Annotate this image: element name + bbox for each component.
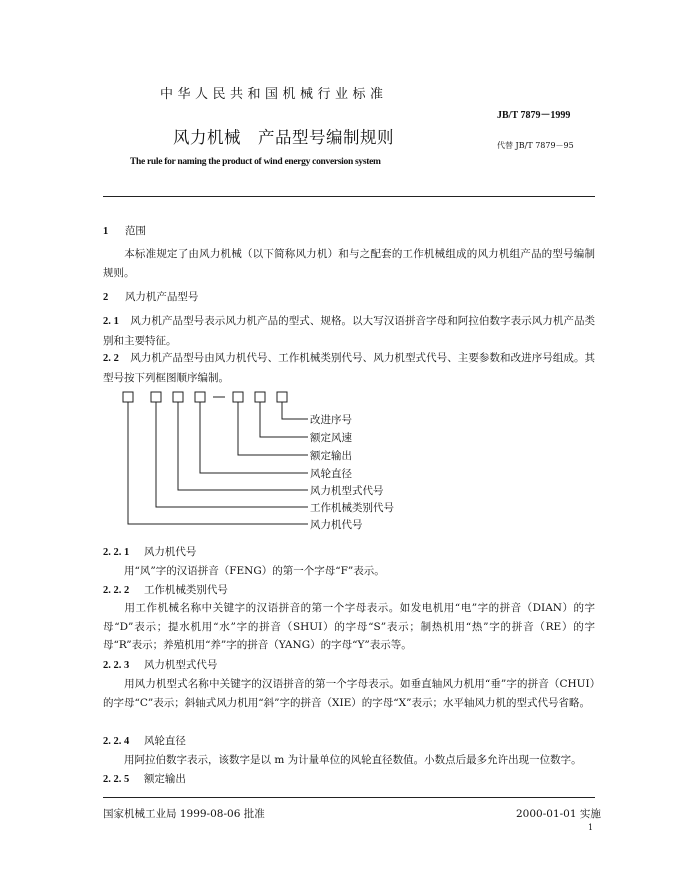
section-2-2-2-number: 2. 2. 2 xyxy=(103,585,130,596)
label-work-machine-code: 工作机械类别代号 xyxy=(310,502,394,514)
implementation-date: 2000-01-01 实施 xyxy=(516,808,601,820)
section-2-2-3-number: 2. 2. 3 xyxy=(103,660,130,671)
section-2-2-3-paragraph xyxy=(103,675,595,712)
section-2-2-4-text: 用阿拉伯数字表示，该数字是以 m 为计量单位的风轮直径数值。小数点后最多允许出现一位数字。 xyxy=(124,754,582,766)
section-1-title: 范围 xyxy=(124,225,146,237)
section-2-heading xyxy=(103,288,198,307)
section-2-1-text: 风力机产品型号表示风力机产品的型式、规格。以大写汉语拼音字母和阿拉伯数字表示风力机产品类别和主要特征。 xyxy=(103,315,596,347)
section-2-2-2-heading xyxy=(103,581,228,600)
section-2-2-1-text: 用“风”字的汉语拼音（FENG）的第一个字母“F”表示。 xyxy=(124,565,385,577)
leader-rated-output xyxy=(238,402,308,455)
page-number: 1 xyxy=(588,823,594,832)
label-rated-output: 额定输出 xyxy=(310,450,352,462)
section-2-2-4-heading xyxy=(103,732,186,751)
section-2-2-paragraph xyxy=(103,349,595,387)
section-2-2-2-title: 工作机械类别代号 xyxy=(143,584,228,596)
header-divider xyxy=(103,196,595,197)
section-2-2-2-text: 用工作机械名称中关键字的汉语拼音的第一个字母表示。如发电机用“电”字的拼音（DIAN）的字母“D”表示；提水机用“水”字的拼音（SHUI）的字母“S”表示；制热机用“热”字的拼音（RE）的字母“R”表示；养殖机用“养”字的拼音（YANG）的字母“Y”表示等。 xyxy=(103,602,595,651)
label-wind-turbine-code: 风力机代号 xyxy=(310,519,363,531)
document-title-en: The rule for naming the product of wind energy conversion system xyxy=(130,157,381,167)
label-improvement-number: 改进序号 xyxy=(310,414,352,426)
section-2-2-3-heading xyxy=(103,656,217,675)
section-1-paragraph xyxy=(103,245,595,282)
label-turbine-type-code: 风力机型式代号 xyxy=(310,485,384,497)
code-box-7 xyxy=(277,392,287,402)
section-1-text: 本标准规定了由风力机械（以下简称风力机）和与之配套的工作机械组成的风力机组产品的型号编制规则。 xyxy=(103,248,595,279)
section-1-heading xyxy=(103,222,146,241)
section-2-2-1-heading xyxy=(103,543,196,562)
section-2-2-4-paragraph xyxy=(103,751,595,770)
section-2-2-1-paragraph xyxy=(103,562,595,581)
code-box-4 xyxy=(195,392,205,402)
leader-type-code xyxy=(178,402,308,490)
section-2-2-5-number: 2. 2. 5 xyxy=(103,774,130,785)
section-2-2-4-number: 2. 2. 4 xyxy=(103,736,130,747)
section-2-2-4-title: 风轮直径 xyxy=(143,735,186,747)
diagram-lines xyxy=(115,387,315,532)
section-2-2-1-title: 风力机代号 xyxy=(143,546,197,558)
document-title-cn: 风力机械 产品型号编制规则 xyxy=(173,128,394,147)
section-2-2-3-text: 用风力机型式名称中关键字的汉语拼音的第一个字母表示。如垂直轴风力机用“垂”字的拼音（CHUI）的字母“C”表示；斜轴式风力机用“斜”字的拼音（XIE）的字母“X”表示；水平轴风力机的型式代号省略。 xyxy=(103,678,595,709)
label-rated-wind-speed: 额定风速 xyxy=(310,432,352,444)
model-code-diagram xyxy=(115,387,315,532)
section-2-number: 2 xyxy=(103,292,109,303)
section-2-2-1-number: 2. 2. 1 xyxy=(103,547,130,558)
section-2-1-paragraph xyxy=(103,312,595,350)
code-box-6 xyxy=(255,392,265,402)
leader-wind-turbine-code xyxy=(128,402,308,524)
section-2-title: 风力机产品型号 xyxy=(124,291,199,303)
section-2-2-5-title: 额定输出 xyxy=(143,773,186,785)
section-2-2-2-paragraph xyxy=(103,599,595,655)
footer-divider xyxy=(103,797,595,798)
leader-improvement xyxy=(282,402,308,419)
label-rotor-diameter: 风轮直径 xyxy=(310,468,352,480)
code-box-5 xyxy=(233,392,243,402)
section-2-2-3-title: 风力机型式代号 xyxy=(143,659,218,671)
code-box-2 xyxy=(151,392,161,402)
code-box-3 xyxy=(173,392,183,402)
code-box-1 xyxy=(123,392,133,402)
replaces-note: 代替 JB/T 7879－95 xyxy=(497,141,574,150)
standard-organization: 中华人民共和国机械行业标准 xyxy=(160,87,388,102)
section-1-number: 1 xyxy=(103,226,109,237)
section-2-2-text: 风力机产品型号由风力机代号、工作机械类别代号、风力机型式代号、主要参数和改进序号组成。其型号按下列框图顺序编制。 xyxy=(103,352,596,384)
approval-note: 国家机械工业局 1999-08-06 批准 xyxy=(103,808,265,820)
section-2-1-number: 2. 1 xyxy=(103,316,119,327)
section-2-2-5-heading xyxy=(103,770,186,789)
standard-number: JB/T 7879－1999 xyxy=(497,110,571,121)
section-2-2-number: 2. 2 xyxy=(103,353,119,364)
